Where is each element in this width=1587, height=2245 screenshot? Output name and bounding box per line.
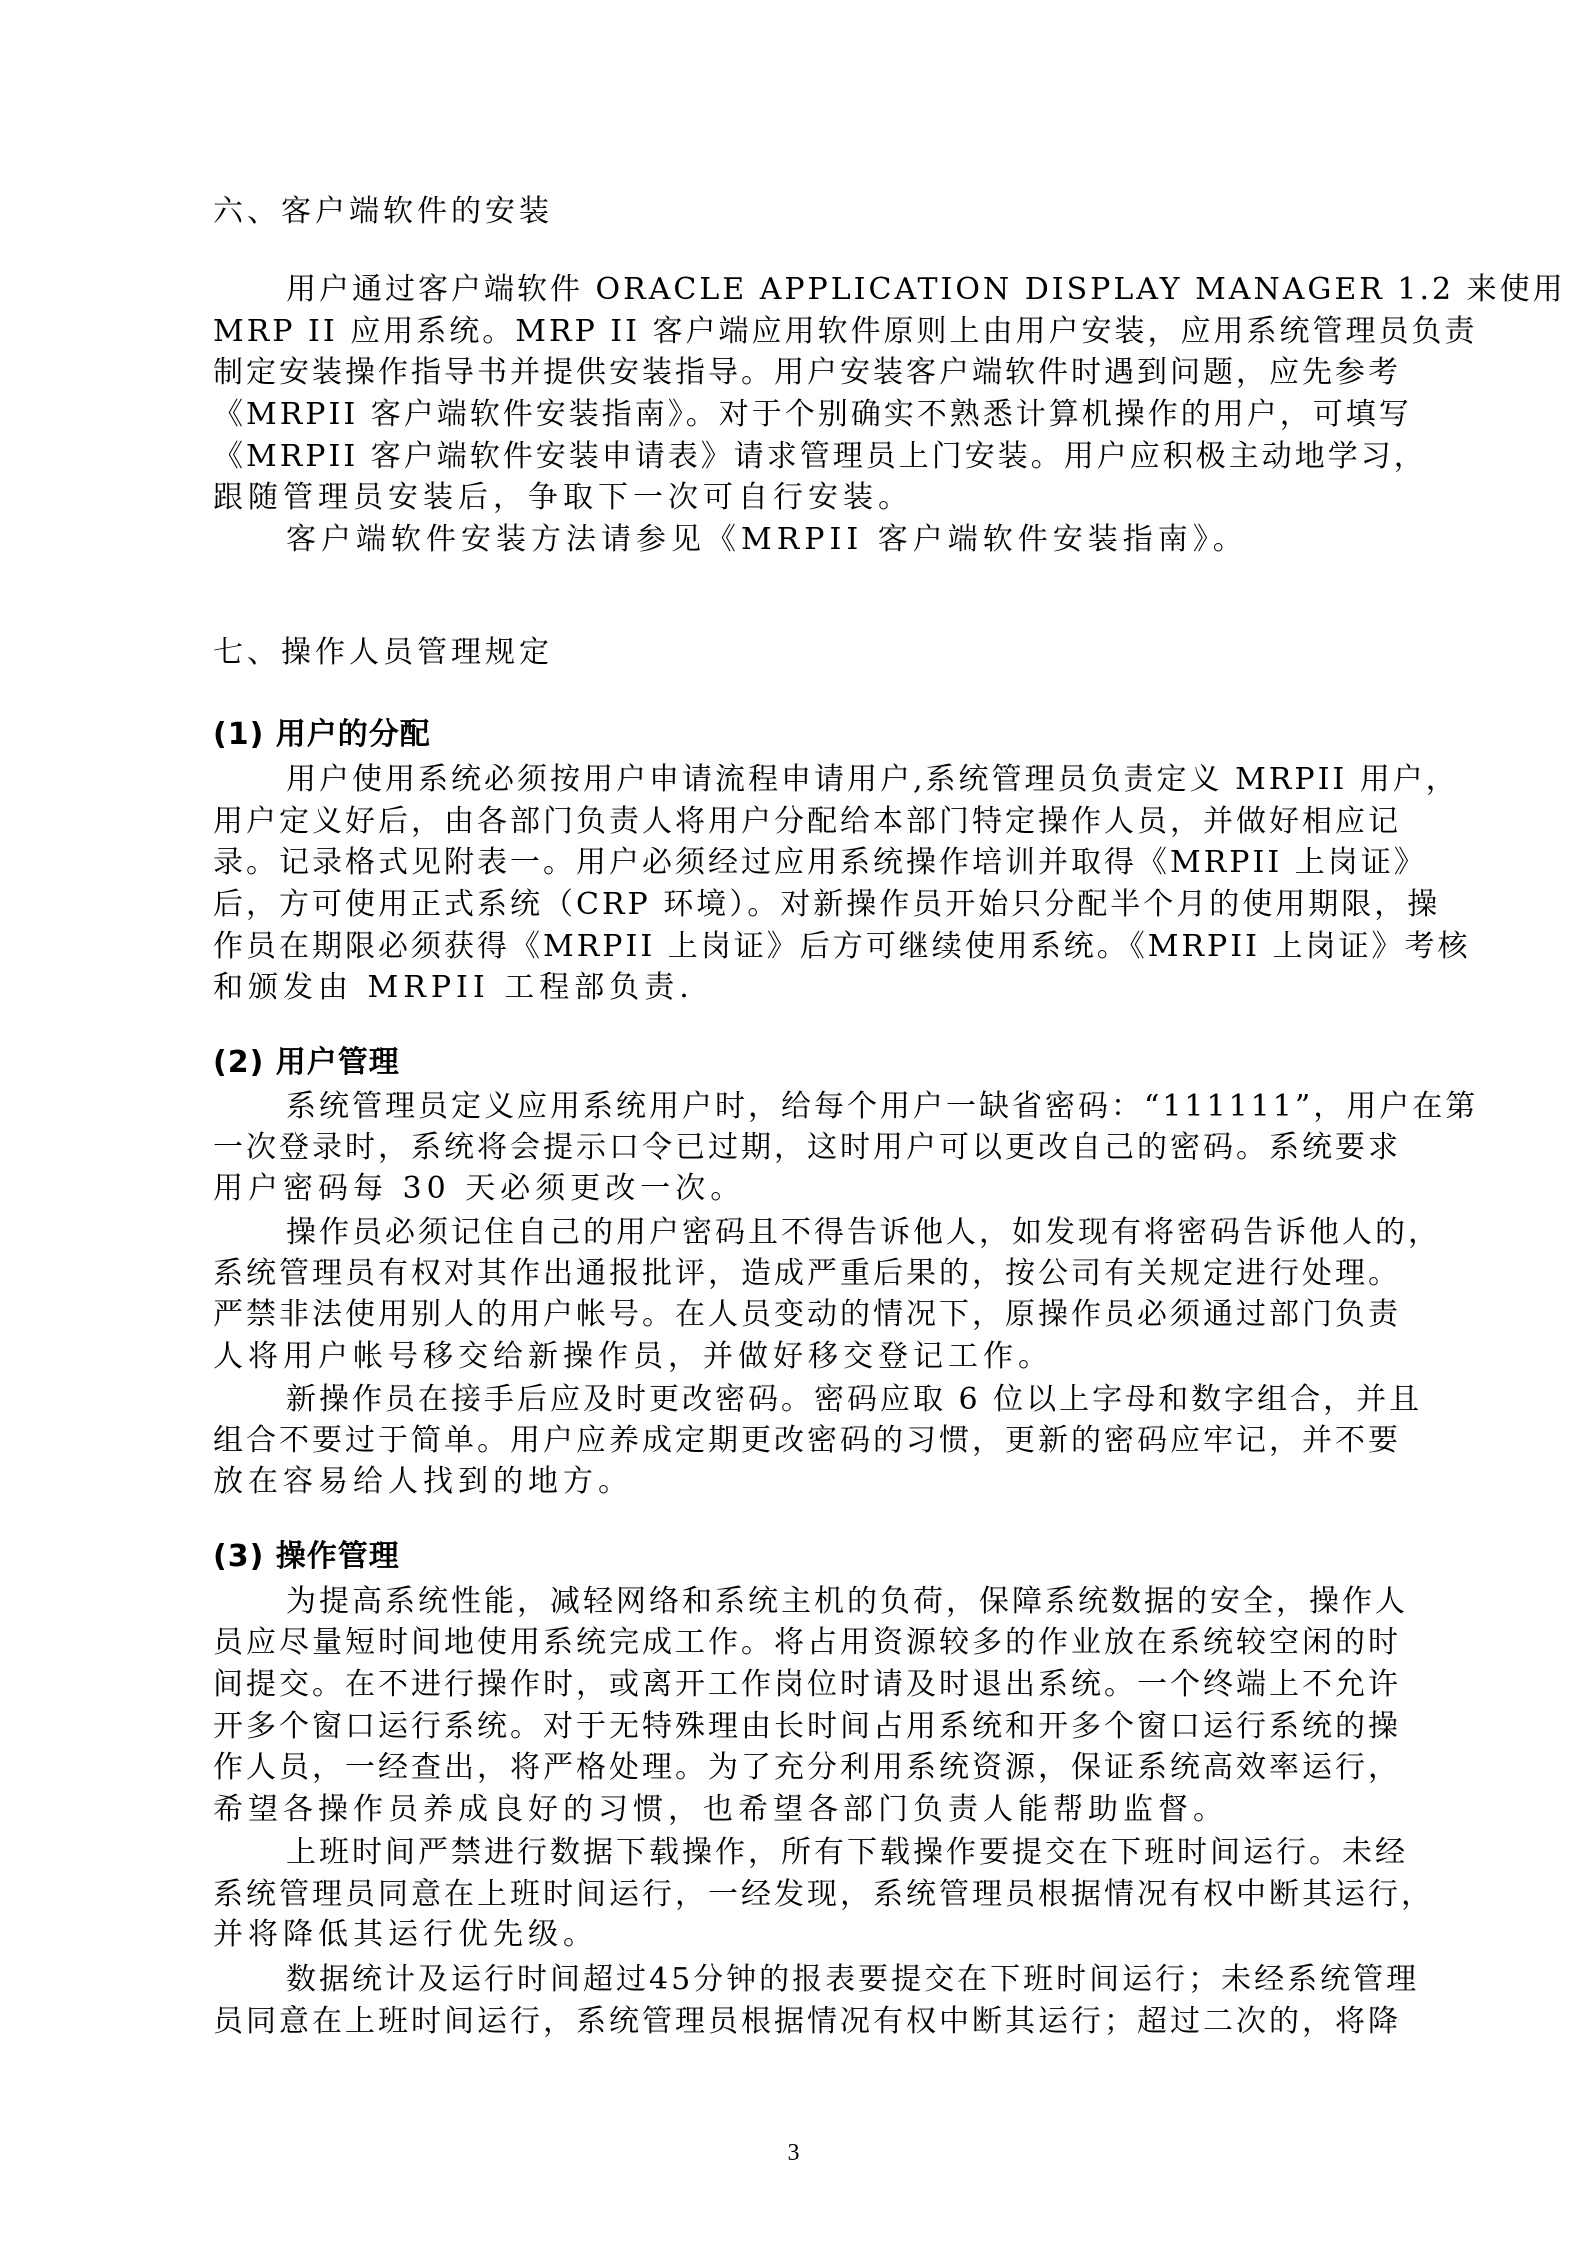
- paragraph-line: 作员在期限必须获得《MRPII 上岗证》后方可继续使用系统。《MRPII 上岗证》考核: [213, 929, 1471, 964]
- paragraph-line: 《MRPII 客户端软件安装申请表》请求管理员上门安装。用户应积极主动地学习，: [213, 439, 1427, 474]
- paragraph-line: 作人员，一经查出，将严格处理。为了充分利用系统资源，保证系统高效率运行，: [213, 1750, 1401, 1785]
- paragraph-line: 间提交。在不进行操作时，或离开工作岗位时请及时退出系统。一个终端上不允许: [213, 1667, 1401, 1702]
- paragraph-line: 希望各操作员养成良好的习惯，也希望各部门负责人能帮助监督。: [213, 1792, 1228, 1827]
- paragraph-line: 放在容易给人找到的地方。: [213, 1464, 633, 1499]
- paragraph-line: 为提高系统性能，减轻网络和系统主机的负荷，保障系统数据的安全，操作人: [286, 1584, 1408, 1619]
- paragraph-line: 用户密码每 30 天必须更改一次。: [213, 1171, 746, 1206]
- paragraph-line: 跟随管理员安装后，争取下一次可自行安装。: [213, 480, 913, 515]
- paragraph-line: 用户使用系统必须按用户申请流程申请用户,系统管理员负责定义 MRPII 用户，: [286, 762, 1459, 797]
- paragraph-line: 员同意在上班时间运行，系统管理员根据情况有权中断其运行；超过二次的，将降: [213, 2004, 1401, 2039]
- paragraph-line: MRP II 应用系统。MRP II 客户端应用软件原则上由用户安装，应用系统管理员负责: [213, 314, 1478, 349]
- paragraph-line: 和颁发由 MRPII 工程部负责.: [213, 970, 694, 1005]
- subsection-heading: (1) 用户的分配: [213, 717, 431, 752]
- paragraph-line: 《MRPII 客户端软件安装指南》。对于个别确实不熟悉计算机操作的用户，可填写: [213, 397, 1412, 432]
- paragraph-line: 新操作员在接手后应及时更改密码。密码应取 6 位以上字母和数字组合，并且: [286, 1382, 1423, 1417]
- paragraph-line: 员应尽量短时间地使用系统完成工作。将占用资源较多的作业放在系统较空闲的时: [213, 1625, 1401, 1660]
- paragraph-line: 人将用户帐号移交给新操作员，并做好移交登记工作。: [213, 1339, 1053, 1374]
- paragraph-line: 组合不要过于简单。用户应养成定期更改密码的习惯，更新的密码应牢记，并不要: [213, 1423, 1401, 1458]
- paragraph-line: 录。记录格式见附表一。用户必须经过应用系统操作培训并取得《MRPII 上岗证》: [213, 845, 1427, 880]
- subsection-heading: (3) 操作管理: [213, 1539, 400, 1574]
- section-heading: 六、客户端软件的安装: [213, 194, 553, 229]
- paragraph-line: 用户定义好后，由各部门负责人将用户分配给本部门特定操作人员，并做好相应记: [213, 804, 1401, 839]
- paragraph-line: 开多个窗口运行系统。对于无特殊理由长时间占用系统和开多个窗口运行系统的操: [213, 1709, 1401, 1744]
- paragraph-line: 严禁非法使用别人的用户帐号。在人员变动的情况下，原操作员必须通过部门负责: [213, 1297, 1401, 1332]
- subsection-heading: (2) 用户管理: [213, 1045, 400, 1080]
- paragraph-line: 后，方可使用正式系统（CRP 环境）。对新操作员开始只分配半个月的使用期限，操: [213, 887, 1441, 922]
- section-heading: 七、操作人员管理规定: [213, 635, 553, 670]
- paragraph-line: 制定安装操作指导书并提供安装指导。用户安装客户端软件时遇到问题，应先参考: [213, 355, 1401, 390]
- paragraph-line: 系统管理员定义应用系统用户时，给每个用户一缺省密码：“111111”，用户在第: [286, 1089, 1479, 1124]
- paragraph-line: 数据统计及运行时间超过45分钟的报表要提交在下班时间运行；未经系统管理: [286, 1962, 1420, 1997]
- paragraph-line: 上班时间严禁进行数据下载操作，所有下载操作要提交在下班时间运行。未经: [286, 1835, 1408, 1870]
- paragraph-line: 并将降低其运行优先级。: [213, 1917, 598, 1952]
- paragraph-line: 客户端软件安装方法请参见《MRPII 客户端软件安装指南》。: [286, 522, 1248, 557]
- paragraph-line: 系统管理员同意在上班时间运行，一经发现，系统管理员根据情况有权中断其运行，: [213, 1877, 1434, 1912]
- page-number: 3: [787, 2140, 800, 2166]
- paragraph-line: 操作员必须记住自己的用户密码且不得告诉他人，如发现有将密码告诉他人的，: [286, 1215, 1441, 1250]
- paragraph-line: 系统管理员有权对其作出通报批评，造成严重后果的，按公司有关规定进行处理。: [213, 1256, 1401, 1291]
- paragraph-line: 用户通过客户端软件 ORACLE APPLICATION DISPLAY MANAGER 1.2 来使用: [286, 272, 1566, 307]
- paragraph-line: 一次登录时，系统将会提示口令已过期，这时用户可以更改自己的密码。系统要求: [213, 1130, 1401, 1165]
